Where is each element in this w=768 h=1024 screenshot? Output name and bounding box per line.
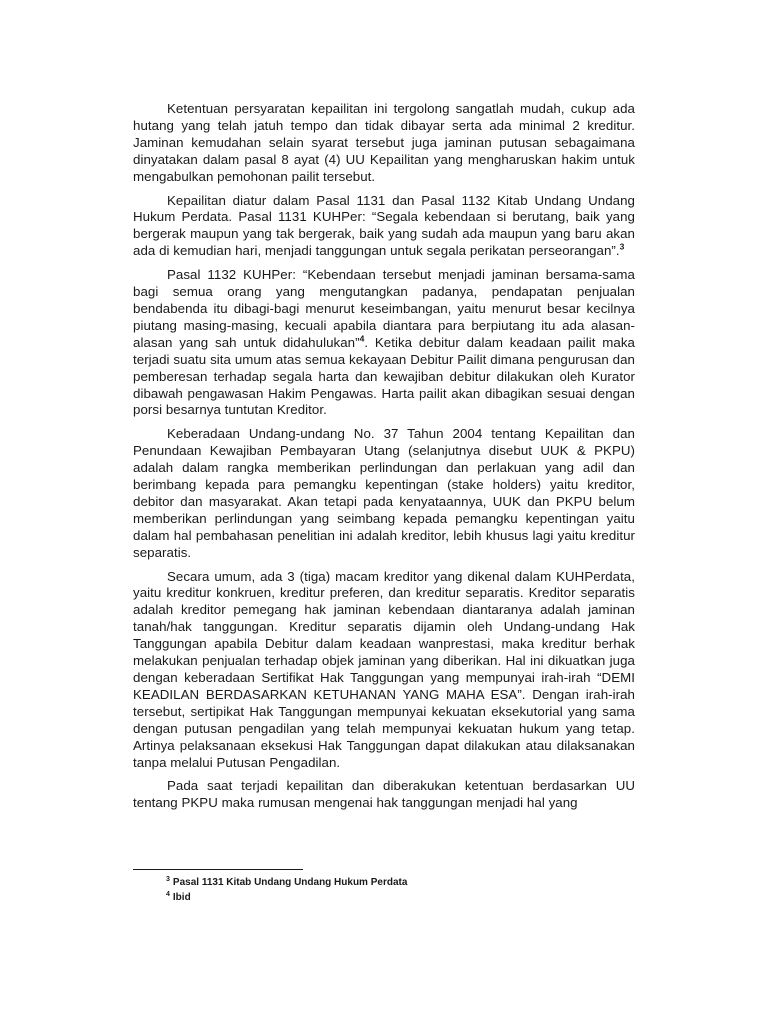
footnote-text: Pasal 1131 Kitab Undang Undang Hukum Perdata	[172, 877, 408, 888]
footnote-ref-3[interactable]: 3	[619, 241, 625, 252]
paragraph-2	[133, 193, 635, 261]
footnote-separator	[133, 869, 303, 870]
paragraph-1-text: Ketentuan persyaratan kepailitan ini tergolong sangatlah mudah, cukup ada hutang yang telah jatuh tempo dan tidak dibayar serta ada minimal 2 kreditur. Jaminan kemudahan selain syarat tersebut juga jaminan putusan sebagaimana dinyatakan dalam pasal 8 ayat (4) UU Kepailitan yang mengharuskan hakim untuk mengabulkan pemohonan pailit tersebut.	[133, 101, 635, 184]
paragraph-3	[133, 267, 635, 419]
paragraph-5	[133, 569, 635, 772]
footnote-text: Ibid	[172, 892, 191, 903]
paragraph-1	[133, 101, 635, 186]
paragraph-5-text: Secara umum, ada 3 (tiga) macam kreditor yang dikenal dalam KUHPerdata, yaitu kreditur konkruen, kreditur preferen, dan kreditur separatis. Kreditor separatis adalah kreditor pemegang hak jaminan kebendaan diantaranya adalah jaminan tanah/hak tanggungan. Kreditur separatis dijamin oleh Undang-undang Hak Tanggungan apabila Debitur dalam keadaan wanprestasi, maka kreditur berhak melakukan penjualan terhadap objek jaminan yang diberikan. Hal ini dikuatkan juga dengan keberadaan Sertifikat Hak Tanggungan yang mempunyai irah-irah “DEMI KEADILAN BERDASARKAN KETUHANAN YANG MAHA ESA”. Dengan irah-irah tersebut, sertipikat Hak Tanggungan mempunyai kekuatan eksekutorial yang sama dengan putusan pengadilan yang telah mempunyai kekuatan hukum yang tetap. Artinya pelaksanaan eksekusi Hak Tanggungan dapat dilakukan atau dilaksanakan tanpa melalui Putusan Pengadilan.	[133, 568, 635, 770]
footnotes	[166, 875, 407, 905]
footnote-3	[166, 875, 407, 890]
paragraph-3-text-cont: . Ketika debitur dalam keadaan pailit maka terjadi suatu sita umum atas semua kekayaan Debitur Pailit dimana pengurusan dan pemberesan terhadap segala harta dan kewajiban debitur dilakukan oleh Kurator dibawah pengawasan Hakim Pengawas. Harta pailit akan dibagikan sesuai dengan porsi besarnya tuntutan Kreditor.	[133, 334, 636, 418]
body-text	[133, 101, 635, 819]
paragraph-3-text: Pasal 1132 KUHPer: “Kebendaan tersebut menjadi jaminan bersama-sama bagi semua orang yang mengutangkan padanya, pendapatan penjualan bendabenda itu dibagi-bagi menurut keseimbangan, yaitu menurut besar kecilnya piutang masing-masing, kecuali apabila diantara para berpiutang itu ada alasan-alasan yang sah untuk didahulukan”	[133, 267, 635, 350]
footnote-4	[166, 890, 407, 905]
paragraph-6-text: Pada saat terjadi kepailitan dan diberakukan ketentuan berdasarkan UU tentang PKPU maka rumusan mengenai hak tanggungan menjadi hal yang	[133, 778, 635, 811]
footnote-ref-4[interactable]: 4	[359, 333, 365, 344]
paragraph-4	[133, 426, 635, 561]
footnote-number: 3	[166, 875, 170, 883]
paragraph-2-text: Kepailitan diatur dalam Pasal 1131 dan Pasal 1132 Kitab Undang Undang Hukum Perdata. Pasal 1131 KUHPer: “Segala kebendaan si berutang, baik yang bergerak maupun yang tak bergerak, baik yang sudah ada maupun yang baru akan ada di kemudian hari, menjadi tanggungan untuk segala perikatan perseorangan”.	[133, 192, 635, 259]
footnote-number: 4	[166, 890, 170, 898]
paragraph-4-text: Keberadaan Undang-undang No. 37 Tahun 2004 tentang Kepailitan dan Penundaan Kewajiban Pembayaran Utang (selanjutnya disebut UUK & PKPU) adalah dalam rangka memberikan perlindungan dan perlakuan yang adil dan berimbang kepada para pemangku kepentingan (stake holders) yaitu kreditor, debitor dan masyarakat. Akan tetapi pada kenyataannya, UUK dan PKPU belum memberikan perlindungan yang seimbang kepada pemangku kepentingan yaitu dalam hal pembahasan penelitian ini adalah kreditor, lebih khusus lagi yaitu kreditur separatis.	[133, 426, 635, 560]
paragraph-6	[133, 778, 635, 812]
